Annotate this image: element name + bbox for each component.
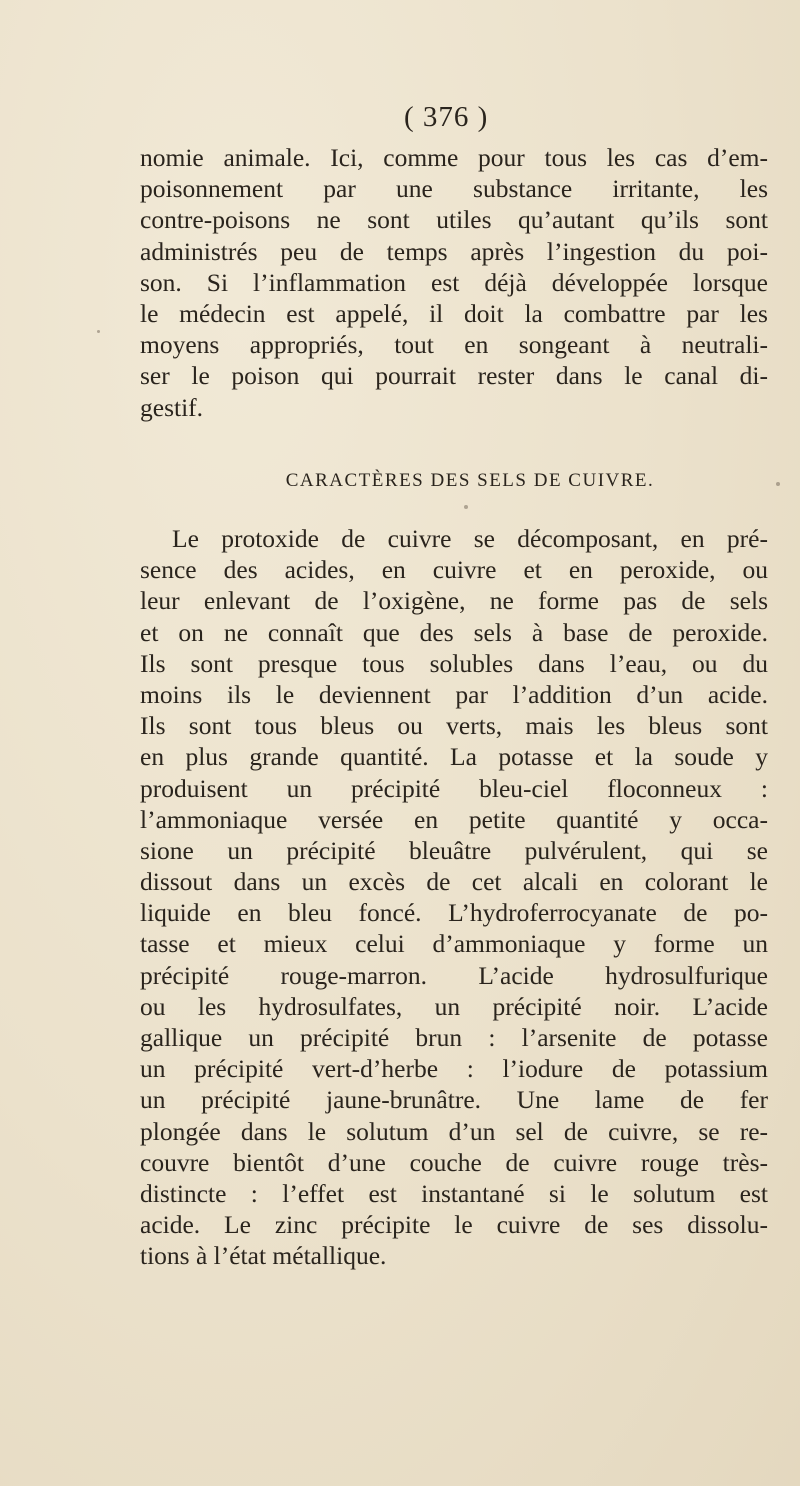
text-line: produisent un précipité bleu-ciel floconneux : [140, 773, 768, 803]
text-line: tasse et mieux celui d’ammoniaque y forme un [140, 929, 768, 959]
text-line: Le protoxide de cuivre se décomposant, en pré- [172, 524, 768, 553]
text-line: ou les hydrosulfates, un précipité noir. L’acide [140, 991, 768, 1021]
text-line: Ils sont tous bleus ou verts, mais les bleus sont [140, 711, 768, 741]
text-line: ser le poison qui pourrait rester dans le canal di- [140, 361, 768, 391]
text-line: sione un précipité bleuâtre pulvérulent, qui se [140, 835, 768, 865]
text-line: son. Si l’inflammation est déjà développée lorsque [140, 267, 768, 297]
text-line: acide. Le zinc précipite le cuivre de ses dissolu- [140, 1210, 768, 1240]
paper-speck [464, 505, 468, 509]
text-line: poisonnement par une substance irritante, les [140, 174, 768, 204]
text-line: dissout dans un excès de cet alcali en colorant le [140, 867, 768, 897]
text-line: couvre bientôt d’une couche de cuivre rouge très- [140, 1147, 768, 1177]
text-line: en plus grande quantité. La potasse et la soude y [140, 742, 768, 772]
text-line: l’ammoniaque versée en petite quantité y occa- [140, 804, 768, 834]
text-line: distincte : l’effet est instantané si le solutum est [140, 1178, 768, 1208]
text-line: administrés peu de temps après l’ingestion du poi- [140, 236, 768, 266]
paragraph-continuation [140, 142, 768, 423]
text-line: moyens appropriés, tout en songeant à neutrali- [140, 330, 768, 360]
text-line: gestif. [140, 392, 204, 422]
text-line: un précipité vert-d’herbe : l’iodure de potassium [140, 1054, 768, 1084]
text-line: nomie animale. Ici, comme pour tous les cas d’em- [140, 143, 768, 172]
text-line: un précipité jaune-brunâtre. Une lame de fer [140, 1085, 768, 1115]
section-heading: CARACTÈRES DES SELS DE CUIVRE. [285, 470, 655, 491]
text-line: tions à l’état métallique. [140, 1241, 387, 1271]
paper-speck [97, 330, 100, 333]
page-number: ( 376 ) [404, 101, 489, 133]
paragraph-copper-salts [140, 523, 768, 1272]
text-line: contre-poisons ne sont utiles qu’autant qu’ils sont [140, 205, 768, 235]
text-line: gallique un précipité brun : l’arsenite de potasse [140, 1023, 768, 1052]
paper-speck [776, 482, 780, 486]
text-line: moins ils le deviennent par l’addition d’un acide. [140, 679, 768, 709]
text-line: le médecin est appelé, il doit la combattre par les [140, 298, 768, 328]
text-line: Ils sont presque tous solubles dans l’eau, ou du [140, 648, 768, 678]
text-line: sence des acides, en cuivre et en peroxide, ou [140, 555, 768, 585]
text-line: et on ne connaît que des sels à base de peroxide. [140, 617, 768, 647]
text-line: précipité rouge-marron. L’acide hydrosulfurique [140, 960, 768, 990]
text-line: liquide en bleu foncé. L’hydroferrocyanate de po- [140, 898, 768, 928]
text-line: leur enlevant de l’oxigène, ne forme pas de sels [140, 586, 768, 616]
text-line: plongée dans le solutum d’un sel de cuivre, se re- [140, 1116, 768, 1146]
